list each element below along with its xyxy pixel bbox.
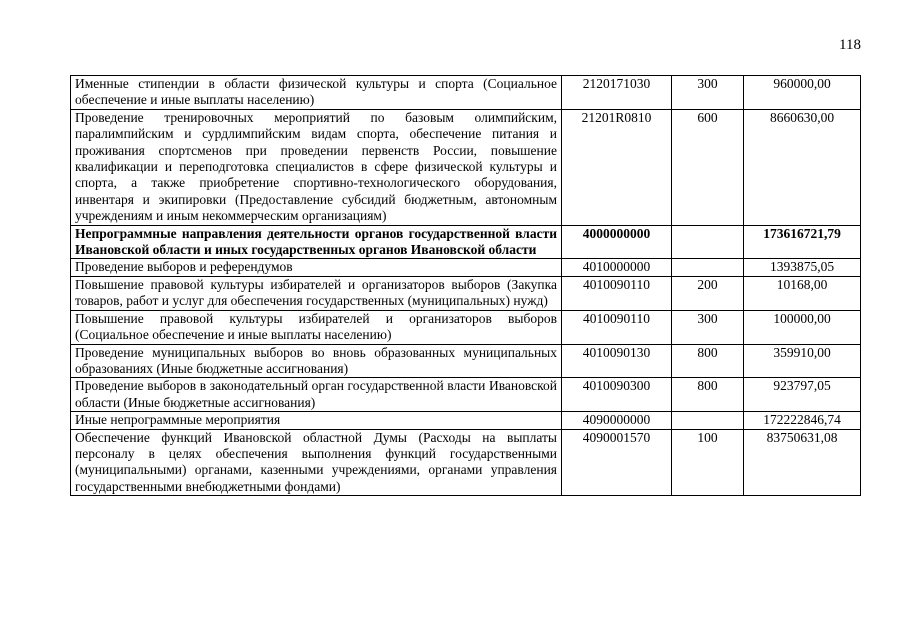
row-target-code: 4010090130 [562,344,672,378]
row-description: Иные непрограммные мероприятия [71,412,562,429]
row-expense-type: 300 [672,76,744,110]
row-target-code: 4010000000 [562,259,672,276]
row-target-code: 4090001570 [562,429,672,496]
row-amount: 173616721,79 [744,225,861,259]
table-row [71,109,861,225]
row-expense-type: 600 [672,109,744,225]
page-number: 118 [839,37,861,53]
row-amount: 8660630,00 [744,109,861,225]
table-row [71,344,861,378]
row-target-code: 21201R0810 [562,109,672,225]
row-description: Проведение выборов и референдумов [71,259,562,276]
table-row-section [71,225,861,259]
row-expense-type: 800 [672,378,744,412]
row-description: Повышение правовой культуры избирателей и организаторов выборов (Закупка товаров, работ и услуг для обеспечения государственных (муниципальных) нужд) [71,276,562,310]
row-expense-type: 300 [672,310,744,344]
row-target-code: 4000000000 [562,225,672,259]
row-expense-type [672,225,744,259]
row-description: Проведение муниципальных выборов во вновь образованных муниципальных образованиях (Иные бюджетные ассигнования) [71,344,562,378]
row-target-code: 4090000000 [562,412,672,429]
row-description: Проведение тренировочных мероприятий по базовым олимпийским, паралимпийским и сурдлимпийским видам спорта, обеспечение питания и проживания спортсменов при проведении первенств России, повышение квалификации и переподготовка специалистов в сфере физической культуры и спорта, а также приобретение спортивно-технологического оборудования, инвентаря и экипировки (Предоставление субсидий бюджетным, автономным учреждениям и иным некоммерческим организациям) [71,109,562,225]
row-amount: 172222846,74 [744,412,861,429]
row-expense-type: 100 [672,429,744,496]
table-row [71,76,861,110]
row-amount: 83750631,08 [744,429,861,496]
table-row [71,276,861,310]
budget-table-body [71,76,861,496]
row-amount: 923797,05 [744,378,861,412]
row-target-code: 2120171030 [562,76,672,110]
row-amount: 1393875,05 [744,259,861,276]
row-amount: 100000,00 [744,310,861,344]
row-target-code: 4010090300 [562,378,672,412]
row-amount: 10168,00 [744,276,861,310]
row-description: Непрограммные направления деятельности органов государственной власти Ивановской области и иных государственных органов Ивановской области [71,225,562,259]
row-description: Повышение правовой культуры избирателей и организаторов выборов (Социальное обеспечение и иные выплаты населению) [71,310,562,344]
row-description: Именные стипендии в области физической культуры и спорта (Социальное обеспечение и иные выплаты населению) [71,76,562,110]
table-row [71,412,861,429]
row-amount: 359910,00 [744,344,861,378]
table-row [71,310,861,344]
table-row [71,429,861,496]
row-description: Обеспечение функций Ивановской областной Думы (Расходы на выплаты персоналу в целях обеспечения выполнения функций государственными (муниципальными) органами, казенными учреждениями, органами управления государственными внебюджетными фондами) [71,429,562,496]
row-expense-type: 200 [672,276,744,310]
table-row [71,378,861,412]
budget-table [70,75,861,496]
row-target-code: 4010090110 [562,276,672,310]
row-target-code: 4010090110 [562,310,672,344]
row-expense-type: 800 [672,344,744,378]
table-row [71,259,861,276]
row-expense-type [672,412,744,429]
row-description: Проведение выборов в законодательный орган государственной власти Ивановской области (Иные бюджетные ассигнования) [71,378,562,412]
row-expense-type [672,259,744,276]
row-amount: 960000,00 [744,76,861,110]
